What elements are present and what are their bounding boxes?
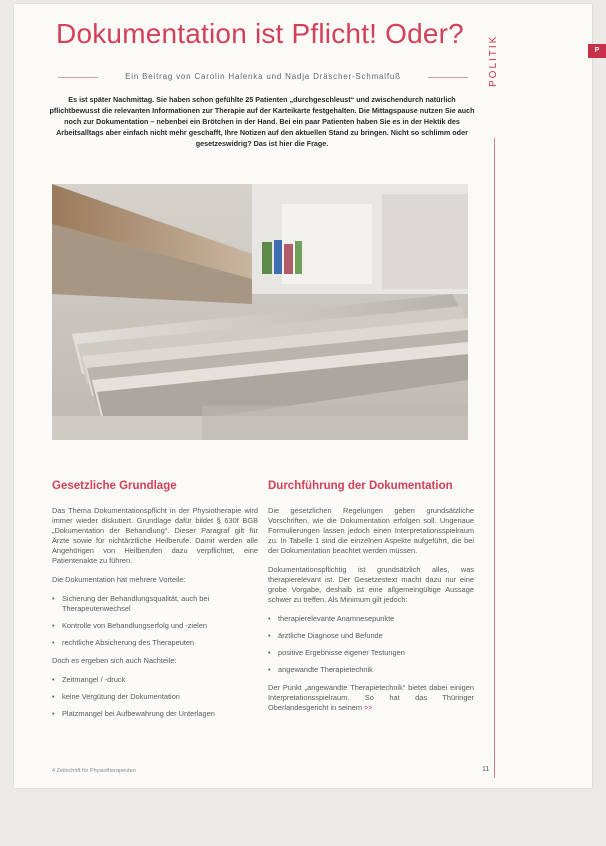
intro-paragraph: Es ist später Nachmittag. Sie haben schon gefühlte 25 Patienten „durchgeschleust“ und zwischendurch natürlich pflichtbewusst die relevanten Informationen zur Therapie auf der Karteikarte festgehalten. Die Mittagspause nutzen Sie auch noch zur Dokumentation – nebenbei ein Brötchen in der Hand. Bei ein paar Patienten haben Sie es in der Hektik des Arbeitsalltags aber einfach nicht mehr geschafft, Ihre Notizen auf den aktuellen Stand zu bringen. Nicht so schlimm oder gesetzeswidrig? Das ist hier die Frage.: [49, 95, 475, 148]
paragraph-advantages-intro: Die Dokumentation hat mehrere Vorteile:: [52, 575, 186, 584]
footer-publication: 4 Zeitschrift für Physiotherapeuten: [52, 768, 136, 774]
section-tab-marker: P: [588, 44, 606, 58]
paragraph-regulations: Die gesetzlichen Regelungen geben grundsätzliche Vorschriften, wie die Dokumentation erfolgen soll. Ungenaue Formulierungen lassen jedoch einen Interpretationsspielraum zu. In Tabelle 1 sind die einzelnen Aspekte aufgeführt, die bei der Dokumentation beachtet werden müssen.: [268, 506, 474, 555]
heading-documentation-process: Durchführung der Dokumentation: [268, 480, 453, 492]
paragraph-therapy-technique: [268, 683, 474, 714]
paragraph-legal-basis: Das Thema Dokumentationspflicht in der Physiotherapie wird immer wieder diskutiert. Grundlage dafür bildet § 630f BGB „Dokumentation der Behandlung“. Dieser Paragraf gilt für Ärzte sowie für nichtärztliche Heilberufe. Damit werden alle Angehörigen von Heilberufen dazu verpflichtet, eine Patientenakte zu führen.: [52, 506, 258, 565]
disadvantages-list: [52, 675, 258, 719]
list-item: • ärztliche Diagnose und Befunde: [268, 631, 474, 641]
column-right: [268, 480, 474, 723]
list-item: • angewandte Therapietechnik: [268, 665, 474, 675]
paragraph-documentation-duty: Dokumentationspflichtig ist grundsätzlich alles, was therapierelevant ist. Der Gesetzestext macht dazu nur eine grobe Vorgabe, deshalb ist eine allgemeingültige Aussage schwer zu treffen. Als Minimum gilt jedoch:: [268, 565, 474, 604]
list-item: • Platzmangel bei Aufbewahrung der Unterlagen: [52, 709, 258, 719]
list-item: • keine Vergütung der Dokumentation: [52, 692, 258, 702]
section-divider-rule: [494, 138, 495, 778]
paragraph-therapy-technique-text: Der Punkt „angewandte Therapietechnik“ bietet dabei einigen Interpretationsspielraum. So hat das Thüringer Oberlandesgericht in seinem: [268, 683, 474, 712]
byline-rule-right: [428, 77, 468, 78]
advantages-list: [52, 594, 258, 648]
list-item: • Sicherung der Behandlungsqualität, auch bei Therapeutenwechsel: [52, 594, 258, 614]
section-label: POLITIK: [488, 34, 499, 88]
column-left: [52, 480, 258, 727]
article-title: Dokumentation ist Pflicht! Oder?: [56, 18, 464, 49]
list-item: • positive Ergebnisse eigener Testungen: [268, 648, 474, 658]
list-item: • therapierelevante Anamnesepunkte: [268, 614, 474, 624]
page-number: 11: [482, 766, 490, 773]
photo-illustration: [52, 184, 468, 440]
byline: Ein Beitrag von Carolin Halenka und Nadja Dräscher-Schmalfuß: [125, 72, 401, 81]
article-photo: [52, 184, 468, 440]
paragraph-disadvantages-intro: Doch es ergeben sich auch Nachteile:: [52, 656, 177, 665]
byline-row: [58, 72, 468, 84]
minimum-list: [268, 614, 474, 675]
heading-legal-basis: Gesetzliche Grundlage: [52, 480, 177, 492]
list-item: • rechtliche Absicherung des Therapeuten: [52, 638, 258, 648]
list-item: • Zeitmangel / -druck: [52, 675, 258, 685]
continue-arrow-icon: >>: [364, 705, 373, 712]
list-item: • Kontrolle von Behandlungserfolg und -zielen: [52, 621, 258, 631]
